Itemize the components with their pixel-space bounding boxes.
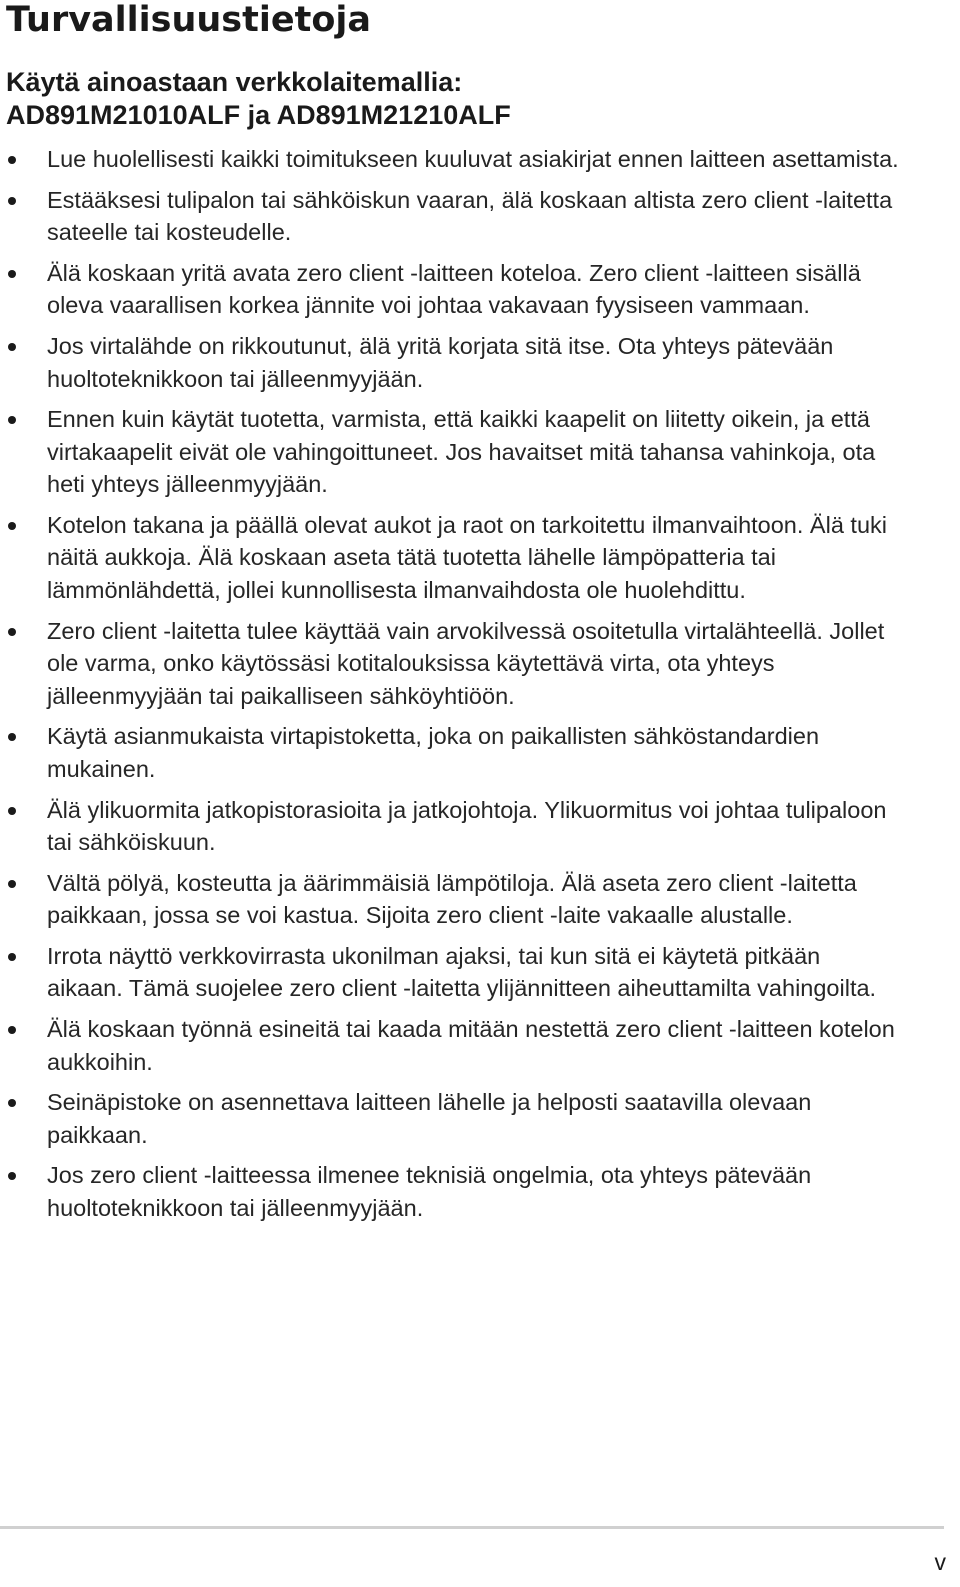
- list-item: [0, 257, 900, 322]
- list-item-text: Kotelon takana ja päällä olevat aukot ja raot on tarkoitettu ilmanvaihtoon. Älä tuki näitä aukkoja. Älä koskaan aseta tätä tuotetta lähelle lämpöpatteria tai lämmönlähdettä, jollei kunnollisesta ilmanvaihdosta ole huolehdittu.: [47, 511, 887, 603]
- list-item-text: Ennen kuin käytät tuotetta, varmista, että kaikki kaapelit on liitetty oikein, ja että virtakaapelit eivät ole vahingoittuneet. Jos havaitset mitä tahansa vahinkoja, ota heti yhteys jälleenmyyjään.: [47, 406, 876, 498]
- bullet-icon: [8, 1099, 16, 1107]
- list-item: [0, 509, 900, 607]
- list-item-text: Estääksesi tulipalon tai sähköiskun vaaran, älä koskaan altista zero client -laitetta sateelle tai kosteudelle.: [47, 186, 893, 246]
- list-item-text: Lue huolellisesti kaikki toimitukseen kuuluvat asiakirjat ennen laitteen asettamista.: [47, 146, 899, 172]
- bullet-icon: [8, 880, 16, 888]
- bullet-icon: [8, 1172, 16, 1180]
- list-item-text: Vältä pölyä, kosteutta ja äärimmäisiä lämpötiloja. Älä aseta zero client -laitetta paikkaan, jossa se voi kastua. Sijoita zero client -laite vakaalle alustalle.: [47, 869, 857, 929]
- list-item-text: Jos virtalähde on rikkoutunut, älä yritä korjata sitä itse. Ota yhteys pätevään huoltoteknikkoon tai jälleenmyyjään.: [47, 333, 834, 392]
- list-item: [0, 184, 900, 249]
- bullet-icon: [8, 807, 16, 815]
- bullet-icon: [8, 197, 16, 205]
- list-item: [0, 1159, 900, 1224]
- bullet-icon: [8, 1026, 16, 1034]
- subtitle-line: AD891M21010ALF ja AD891M21210ALF: [6, 100, 511, 130]
- list-item: [0, 1086, 900, 1151]
- list-item-text: Älä koskaan yritä avata zero client -laitteen koteloa. Zero client -laitteen sisällä oleva vaarallisen korkea jännite voi johtaa vakavaan fyysiseen vammaan.: [47, 259, 861, 319]
- page-title: Turvallisuustietoja: [6, 0, 371, 40]
- list-item-text: Seinäpistoke on asennettava laitteen lähelle ja helposti saatavilla olevaan paikkaan.: [47, 1089, 812, 1148]
- list-item-text: Älä koskaan työnnä esineitä tai kaada mitään nestettä zero client -laitteen kotelon aukkoihin.: [47, 1016, 895, 1075]
- list-item-text: Jos zero client -laitteessa ilmenee teknisiä ongelmia, ota yhteys pätevään huoltoteknikkoon tai jälleenmyyjään.: [47, 1162, 812, 1221]
- list-item-text: Käytä asianmukaista virtapistoketta, joka on paikallisten sähköstandardien mukainen.: [47, 723, 820, 782]
- page-number: v: [934, 1549, 946, 1575]
- bullet-icon: [8, 953, 16, 961]
- list-item: [0, 143, 900, 176]
- list-item-text: Zero client -laitetta tulee käyttää vain arvokilvessä osoitetulla virtalähteellä. Jollet ole varma, onko käytössäsi kotitalouksissa käytettävä virta, ota yhteys jälleenmyyjään tai paikalliseen sähköyhtiöön.: [47, 617, 885, 709]
- list-item: [0, 1013, 900, 1078]
- list-item: [0, 940, 900, 1005]
- list-item: [0, 330, 900, 395]
- bullet-icon: [8, 156, 16, 164]
- list-item: [0, 867, 900, 932]
- safety-list: [0, 143, 900, 1233]
- bullet-icon: [8, 522, 16, 530]
- subtitle-line: Käytä ainoastaan verkkolaitemallia:: [6, 67, 463, 97]
- bullet-icon: [8, 628, 16, 636]
- list-item: [0, 403, 900, 501]
- list-item-text: Älä ylikuormita jatkopistorasioita ja jatkojohtoja. Ylikuormitus voi johtaa tulipaloon tai sähköiskuun.: [47, 796, 887, 855]
- bullet-icon: [8, 343, 16, 351]
- bullet-icon: [8, 270, 16, 278]
- list-item: [0, 794, 900, 859]
- list-item-text: Irrota näyttö verkkovirrasta ukonilman ajaksi, tai kun sitä ei käytetä pitkään aikaan. Tämä suojelee zero client -laitetta ylijännitteen aiheuttamilta vahingoilta.: [47, 942, 877, 1002]
- bullet-icon: [8, 733, 16, 741]
- list-item: [0, 720, 900, 785]
- list-item: [0, 615, 900, 713]
- section-subtitle: [6, 66, 906, 132]
- footer-divider: [0, 1526, 944, 1529]
- bullet-icon: [8, 416, 16, 424]
